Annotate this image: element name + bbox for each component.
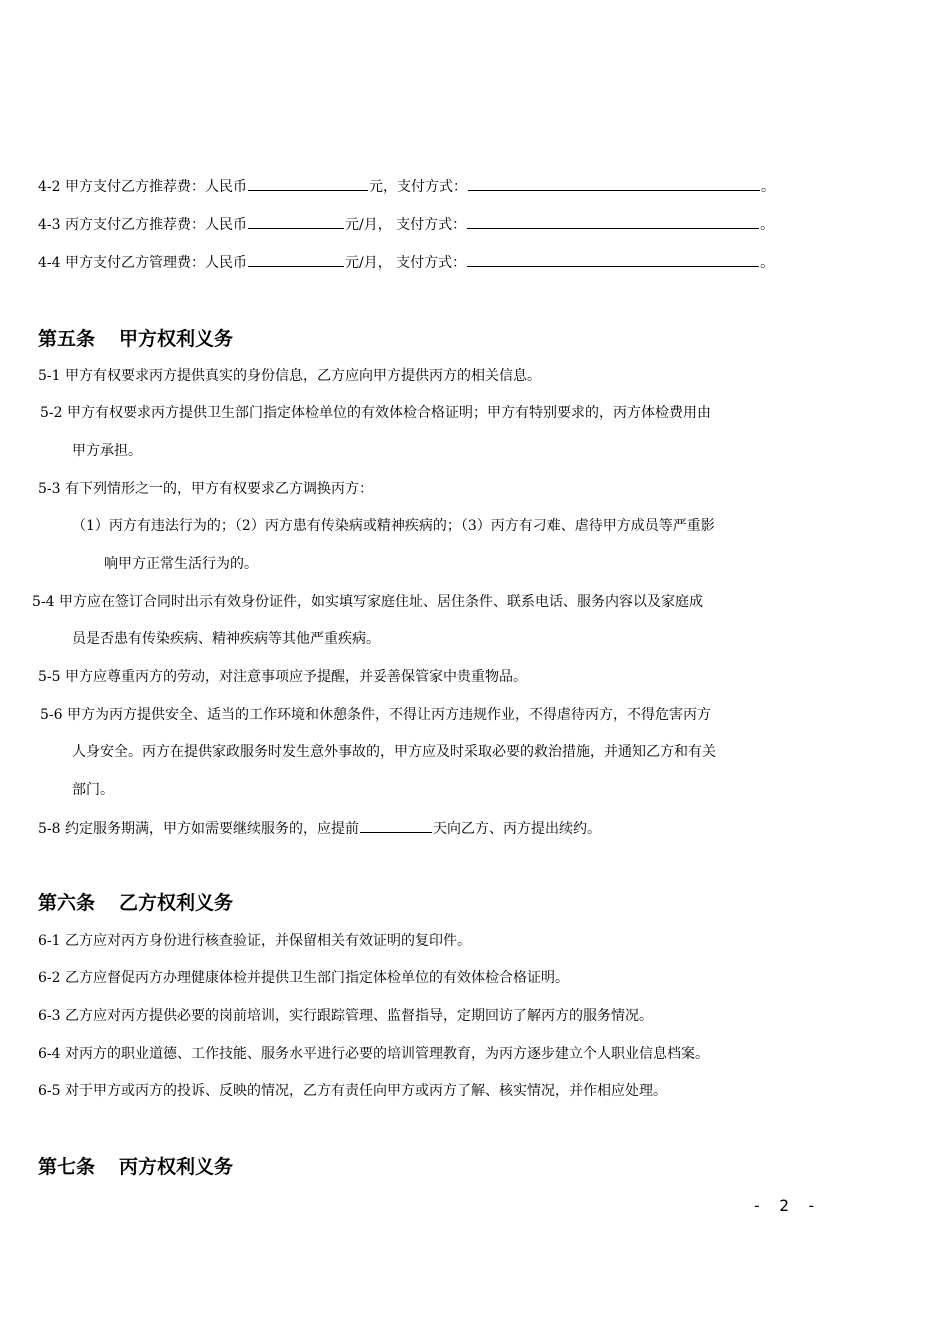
page-number: - 2 -	[752, 1196, 821, 1215]
clause-6-3: 6-3 乙方应对丙方提供必要的岗前培训，实行跟踪管理、监督指导，定期回访了解丙方的服务情况。	[38, 1008, 653, 1024]
clause-5-3-items: （1）丙方有违法行为的；（2）丙方患有传染病或精神疾病的；（3）丙方有刁难、虐待甲方成员等严重影	[72, 518, 715, 534]
clause-4-3: 4-3 丙方支付乙方推荐费：人民币 元/月， 支付方式： 。	[38, 214, 774, 235]
clause-5-8: 5-8 约定服务期满，甲方如需要继续服务的，应提前 天向乙方、丙方提出续约。	[38, 818, 601, 839]
clause-6-4: 6-4 对丙方的职业道德、工作技能、服务水平进行必要的培训管理教育，为丙方逐步建立个人职业信息档案。	[38, 1046, 709, 1062]
amount-blank[interactable]	[248, 176, 368, 191]
clause-6-1: 6-1 乙方应对丙方身份进行核查验证，并保留相关有效证明的复印件。	[38, 933, 471, 949]
clause-5-3: 5-3 有下列情形之一的，甲方有权要求乙方调换丙方：	[38, 481, 373, 497]
clause-6-2: 6-2 乙方应督促丙方办理健康体检并提供卫生部门指定体检单位的有效体检合格证明。	[38, 970, 569, 986]
clause-5-6-cont: 人身安全。丙方在提供家政服务时发生意外事故的，甲方应及时采取必要的救治措施，并通知乙方和有关	[72, 744, 716, 760]
days-blank[interactable]	[360, 818, 432, 833]
clause-4-2: 4-2 甲方支付乙方推荐费：人民币 元，支付方式： 。	[38, 176, 775, 197]
clause-5-4: 5-4 甲方应在签订合同时出示有效身份证件，如实填写家庭住址、居住条件、联系电话、服务内容以及家庭成	[32, 594, 703, 610]
clause-5-2-cont: 甲方承担。	[72, 443, 142, 459]
clause-5-4-cont: 员是否患有传染疾病、精神疾病等其他严重疾病。	[72, 631, 380, 647]
clause-5-1: 5-1 甲方有权要求丙方提供真实的身份信息，乙方应向甲方提供丙方的相关信息。	[38, 368, 541, 384]
clause-4-4: 4-4 甲方支付乙方管理费：人民币 元/月， 支付方式： 。	[38, 252, 774, 273]
payment-method-blank[interactable]	[468, 176, 760, 191]
payment-method-blank[interactable]	[467, 252, 759, 267]
clause-5-6: 5-6 甲方为丙方提供安全、适当的工作环境和休憩条件，不得让丙方违规作业，不得虐待丙方，不得危害丙方	[40, 707, 711, 723]
clause-5-2: 5-2 甲方有权要求丙方提供卫生部门指定体检单位的有效体检合格证明；甲方有特别要求的，丙方体检费用由	[40, 405, 711, 421]
amount-blank[interactable]	[248, 252, 344, 267]
clause-5-5: 5-5 甲方应尊重丙方的劳动，对注意事项应予提醒，并妥善保管家中贵重物品。	[38, 669, 527, 685]
clause-5-3-cont: 响甲方正常生活行为的。	[104, 556, 258, 572]
section-5-heading: 第五条 甲方权利义务	[38, 328, 234, 350]
section-6-heading: 第六条 乙方权利义务	[38, 892, 234, 914]
section-7-heading: 第七条 丙方权利义务	[38, 1156, 234, 1178]
payment-method-blank[interactable]	[467, 214, 759, 229]
clause-5-6-end: 部门。	[72, 782, 114, 798]
clause-6-5: 6-5 对于甲方或丙方的投诉、反映的情况，乙方有责任向甲方或丙方了解、核实情况，并作相应处理。	[38, 1083, 667, 1099]
amount-blank[interactable]	[248, 214, 344, 229]
